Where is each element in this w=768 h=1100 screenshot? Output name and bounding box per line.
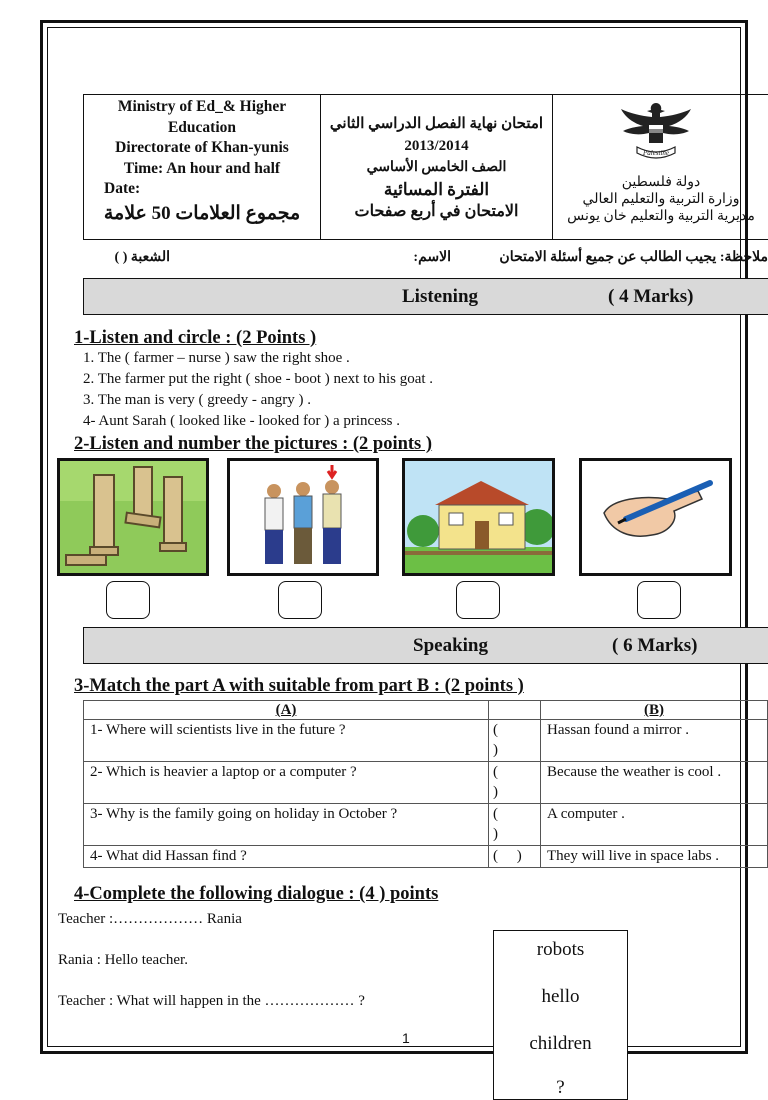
listening-marks: ( 4 Marks): [608, 286, 694, 307]
picture-house: [402, 458, 555, 576]
q2-title: 2-Listen and number the pictures : (2 points ): [74, 434, 433, 454]
part-b-cell: A computer .: [541, 804, 768, 846]
total-marks: مجموع العلامات 50 علامة: [103, 202, 301, 224]
column-a-header: (A): [84, 701, 489, 720]
header-english-cell: [84, 95, 321, 239]
q1-item-2: 2. The farmer put the right ( shoe - boot ) next to his goat .: [83, 371, 434, 387]
picture-number-box-3[interactable]: [456, 581, 500, 619]
table-row: [84, 804, 768, 846]
listening-section-bar: [83, 278, 768, 315]
part-a-cell: 3- Why is the family going on holiday in October ?: [84, 804, 489, 846]
speaking-title: Speaking: [413, 635, 488, 656]
q1-item-3: 3. The man is very ( greedy - angry ) .: [83, 392, 311, 408]
dialogue-line-1: Teacher :……………… Rania: [58, 911, 242, 927]
answer-bracket[interactable]: ( ): [489, 804, 541, 846]
picture-hand-writing: [579, 458, 732, 576]
word-bank-item: robots: [536, 939, 585, 960]
word-bank-item: children: [529, 1033, 592, 1054]
answer-bracket[interactable]: ( ): [489, 720, 541, 762]
word-bank-item: ?: [556, 1077, 565, 1098]
svg-text:Palestine: Palestine: [642, 149, 670, 157]
word-bank: [493, 930, 628, 1100]
part-a-cell: 2- Which is heavier a laptop or a computer ?: [84, 762, 489, 804]
table-row: [84, 762, 768, 804]
word-bank-item: hello: [541, 986, 580, 1007]
table-row: [84, 846, 768, 868]
directorate-line: Directorate of Khan-yunis: [115, 139, 289, 156]
state-name: دولة فلسطين: [621, 175, 701, 190]
directorate-arabic: مديرية التربية والتعليم خان يونس: [567, 209, 755, 224]
house-image: [405, 461, 552, 573]
matching-table: [83, 700, 768, 868]
ministry-arabic: وزارة التربية والتعليم العالي: [582, 192, 740, 207]
speaking-marks: ( 6 Marks): [612, 635, 698, 656]
picture-number-box-2[interactable]: [278, 581, 322, 619]
matching-header-row: [84, 701, 768, 720]
picture-three-men: [227, 458, 379, 576]
exam-header: [83, 94, 768, 240]
header-arabic-org-cell: [553, 95, 768, 239]
three-men-image: [230, 461, 376, 573]
date-label: Date:: [104, 180, 141, 197]
part-a-cell: 1- Where will scientists live in the future ?: [84, 720, 489, 762]
hand-writing-image: [582, 461, 729, 573]
q4-title: 4-Complete the following dialogue : (4 ) points: [74, 884, 439, 904]
part-b-cell: Hassan found a mirror .: [541, 720, 768, 762]
part-b-cell: They will live in space labs .: [541, 846, 768, 868]
q1-item-1: 1. The ( farmer – nurse ) saw the right shoe .: [83, 350, 350, 366]
exam-title: امتحان نهاية الفصل الدراسي الثاني: [329, 116, 544, 132]
listening-title: Listening: [402, 286, 479, 307]
bracket-header: [489, 701, 541, 720]
page-number: 1: [402, 1030, 410, 1046]
part-a-cell: 4- What did Hassan find ?: [84, 846, 489, 868]
exam-session: الفترة المسائية: [383, 180, 490, 199]
time-line: Time: An hour and half: [123, 159, 281, 177]
answer-bracket[interactable]: ( ): [489, 762, 541, 804]
picture-ruins: [57, 458, 209, 576]
exam-year: 2013/2014: [404, 138, 469, 154]
ministry-line-2: Education: [167, 118, 237, 136]
column-b-header: (B): [541, 701, 768, 720]
section-label: الشعبة ( ): [114, 250, 170, 265]
ministry-line-1: Ministry of Ed_& Higher: [117, 98, 287, 115]
q1-title: 1-Listen and circle : (2 Points ): [74, 328, 317, 348]
q1-item-4: 4- Aunt Sarah ( looked like - looked for ) a princess .: [83, 413, 400, 429]
name-label: الاسم:: [413, 250, 451, 265]
exam-pages: الامتحان في أربع صفحات: [354, 203, 519, 220]
palestine-emblem-icon: [619, 99, 693, 167]
instruction-note: ملاحظة: يجيب الطالب عن جميع أسئلة الامتحان: [499, 250, 768, 265]
part-b-cell: Because the weather is cool .: [541, 762, 768, 804]
ruins-image: [60, 461, 206, 573]
q3-title: 3-Match the part A with suitable from part B : (2 points ): [74, 676, 524, 696]
speaking-section-bar: [83, 627, 768, 664]
instruction-row: [83, 240, 768, 272]
dialogue-line-2: Rania : Hello teacher.: [58, 952, 188, 968]
exam-grade: الصف الخامس الأساسي: [366, 160, 507, 175]
table-row: [84, 720, 768, 762]
picture-number-box-4[interactable]: [637, 581, 681, 619]
answer-bracket[interactable]: ( ): [489, 846, 541, 868]
dialogue-line-3: Teacher : What will happen in the ……………… ?: [58, 993, 365, 1009]
header-arabic-exam-cell: [321, 95, 553, 239]
picture-number-box-1[interactable]: [106, 581, 150, 619]
